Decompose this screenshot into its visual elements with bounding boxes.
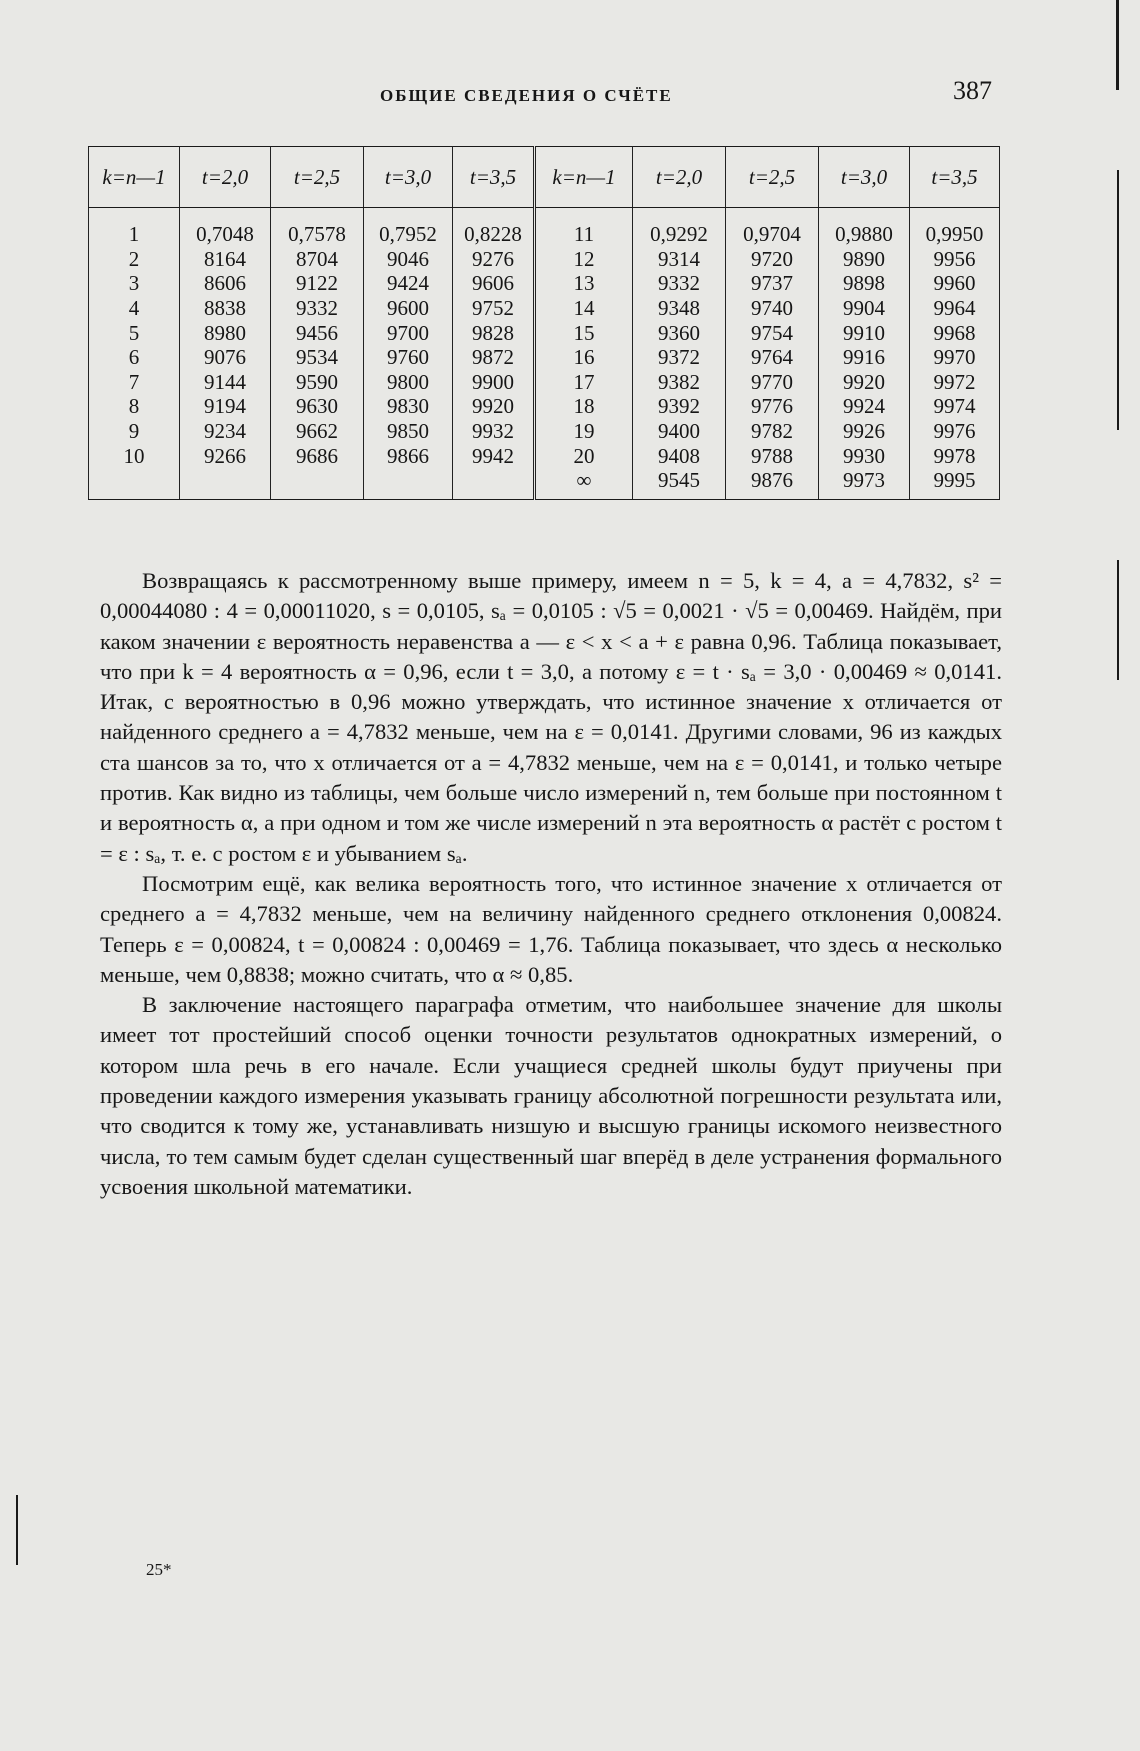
table-cell: 9995 — [910, 468, 1000, 499]
table-cell: 9776 — [726, 394, 819, 419]
table-cell: 9782 — [726, 419, 819, 444]
table-cell: 0,9950 — [910, 208, 1000, 247]
table-cell: 9332 — [633, 271, 726, 296]
scan-edge-right-lower — [1117, 170, 1119, 430]
table-cell: 9686 — [271, 443, 364, 468]
table-cell: 9828 — [453, 320, 535, 345]
table-cell: 9924 — [819, 394, 910, 419]
table-cell: 9382 — [633, 370, 726, 395]
table-cell: 0,9292 — [633, 208, 726, 247]
paragraph-3: В заключение настоящего параграфа отметим, что наибольшее значение для школы имеет тот простейший способ оценки точности результатов однократных измерений, о котором шла речь в его начале. Если учащиеся средней школы будут приучены при проведении каждого измерения указывать границу абсолютной погрешности результата или, что сводится к тому же, устанавливать низшую и высшую границы искомого неизвестного числа, то тем самым будет сделан существенный шаг вперёд в деле устранения формального усвоения школьной математики. — [100, 992, 1002, 1199]
table-cell: 9 — [89, 419, 180, 444]
table-cell: 9800 — [364, 370, 453, 395]
table-cell: 0,9880 — [819, 208, 910, 247]
table-cell: 9890 — [819, 247, 910, 272]
body-text — [100, 566, 1002, 1202]
table-cell: 8838 — [180, 296, 271, 321]
table-row — [89, 345, 1000, 370]
table-cell: 9920 — [819, 370, 910, 395]
table-cell — [271, 468, 364, 499]
table-cell: 9866 — [364, 443, 453, 468]
table-cell: 11 — [535, 208, 633, 247]
table-cell: 9700 — [364, 320, 453, 345]
col-header-t35-left: t=3,5 — [453, 147, 535, 208]
table-cell: 9314 — [633, 247, 726, 272]
table-cell — [180, 468, 271, 499]
table-cell: 8 — [89, 394, 180, 419]
table-cell: 9968 — [910, 320, 1000, 345]
table-cell: 9606 — [453, 271, 535, 296]
table-cell: 9332 — [271, 296, 364, 321]
table-cell: 9754 — [726, 320, 819, 345]
table-cell: 10 — [89, 443, 180, 468]
table-cell: 4 — [89, 296, 180, 321]
table-cell: 9590 — [271, 370, 364, 395]
table-row — [89, 370, 1000, 395]
table-cell: 9930 — [819, 443, 910, 468]
table-cell: 9973 — [819, 468, 910, 499]
col-header-t30-right: t=3,0 — [819, 147, 910, 208]
table-cell: 9122 — [271, 271, 364, 296]
scan-edge-right — [1116, 0, 1119, 90]
table-cell: 0,8228 — [453, 208, 535, 247]
table-cell: 9720 — [726, 247, 819, 272]
table-cell: 9850 — [364, 419, 453, 444]
table-cell: 9737 — [726, 271, 819, 296]
table-cell: 9904 — [819, 296, 910, 321]
table-cell: 20 — [535, 443, 633, 468]
table-cell — [364, 468, 453, 499]
table-cell: 9348 — [633, 296, 726, 321]
table-cell: 9764 — [726, 345, 819, 370]
table-cell: ∞ — [535, 468, 633, 499]
table-cell: 9740 — [726, 296, 819, 321]
col-header-t25-right: t=2,5 — [726, 147, 819, 208]
paragraph-2: Посмотрим ещё, как велика вероятность того, что истинное значение x отличается от среднего a = 4,7832 меньше, чем на величину найденного среднего отклонения 0,00824. Теперь ε = 0,00824, t = 0,00824 : 0,00469 = 1,76. Таблица показывает, что здесь α несколько меньше, чем 0,8838; можно считать, что α ≈ 0,85. — [100, 870, 1002, 987]
table-row — [89, 247, 1000, 272]
table-cell: 9788 — [726, 443, 819, 468]
table-cell: 9392 — [633, 394, 726, 419]
table-cell: 9534 — [271, 345, 364, 370]
probability-table-container — [88, 146, 1000, 500]
col-header-t35-right: t=3,5 — [910, 147, 1000, 208]
col-header-k-left: k=n—1 — [89, 147, 180, 208]
table-cell: 6 — [89, 345, 180, 370]
table-cell: 0,7952 — [364, 208, 453, 247]
table-cell: 9978 — [910, 443, 1000, 468]
table-cell: 9910 — [819, 320, 910, 345]
table-cell: 9630 — [271, 394, 364, 419]
table-cell: 5 — [89, 320, 180, 345]
running-title: ОБЩИЕ СВЕДЕНИЯ О СЧЁТЕ — [380, 86, 673, 105]
table-cell: 9830 — [364, 394, 453, 419]
table-cell: 9916 — [819, 345, 910, 370]
table-row — [89, 320, 1000, 345]
table-row — [89, 394, 1000, 419]
page-number: 387 — [953, 76, 992, 105]
paragraph-1: Возвращаясь к рассмотренному выше примеру, имеем n = 5, k = 4, a = 4,7832, s² = 0,00044080 : 4 = 0,00011020, s = 0,0105, sₐ = 0,0105 : √5 = 0,0021 · √5 = 0,00469. Найдём, при каком значении ε вероятность неравенства a — ε < x < a + ε равна 0,96. Таблица показывает, что при k = 4 вероятность α = 0,96, если t = 3,0, а потому ε = t · sₐ = 3,0 · 0,00469 ≈ 0,0141. Итак, с вероятностью в 0,96 можно утверждать, что истинное значение x отличается от найденного среднего a = 4,7832 меньше, чем на ε = 0,0141. Другими словами, 96 из каждых ста шансов за то, что x отличается от a = 4,7832 меньше, чем на ε = 0,0141, и только четыре против. Как видно из таблицы, чем больше число измерений n, тем больше при постоянном t и вероятность α, а при одном и том же числе измерений n эта вероятность α растёт с ростом t = ε : sₐ, т. е. с ростом ε и убыванием sₐ. — [100, 568, 1002, 866]
table-row — [89, 419, 1000, 444]
table-cell: 9876 — [726, 468, 819, 499]
table-cell: 9976 — [910, 419, 1000, 444]
table-header-row — [89, 147, 1000, 208]
col-header-t25-left: t=2,5 — [271, 147, 364, 208]
table-cell: 9408 — [633, 443, 726, 468]
table-cell: 7 — [89, 370, 180, 395]
table-cell: 9900 — [453, 370, 535, 395]
table-cell: 9932 — [453, 419, 535, 444]
table-cell: 9266 — [180, 443, 271, 468]
table-cell: 8606 — [180, 271, 271, 296]
table-cell: 9276 — [453, 247, 535, 272]
table-cell — [89, 468, 180, 499]
table-cell: 0,9704 — [726, 208, 819, 247]
table-cell: 0,7048 — [180, 208, 271, 247]
table-row — [89, 271, 1000, 296]
table-cell: 9360 — [633, 320, 726, 345]
table-cell: 9960 — [910, 271, 1000, 296]
table-cell: 8164 — [180, 247, 271, 272]
table-cell: 8980 — [180, 320, 271, 345]
table-row — [89, 443, 1000, 468]
table-cell: 9144 — [180, 370, 271, 395]
table-cell: 13 — [535, 271, 633, 296]
table-cell — [453, 468, 535, 499]
col-header-t30-left: t=3,0 — [364, 147, 453, 208]
signature-mark: 25* — [146, 1560, 172, 1579]
table-cell: 9545 — [633, 468, 726, 499]
table-cell: 9898 — [819, 271, 910, 296]
table-cell: 19 — [535, 419, 633, 444]
table-cell: 9046 — [364, 247, 453, 272]
table-cell: 9942 — [453, 443, 535, 468]
table-cell: 8704 — [271, 247, 364, 272]
table-row — [89, 468, 1000, 499]
scan-edge-right-mid — [1117, 560, 1119, 680]
table-cell: 9456 — [271, 320, 364, 345]
table-cell: 9662 — [271, 419, 364, 444]
table-cell: 17 — [535, 370, 633, 395]
table-cell: 9372 — [633, 345, 726, 370]
table-row — [89, 296, 1000, 321]
table-cell: 9926 — [819, 419, 910, 444]
table-cell: 9920 — [453, 394, 535, 419]
table-cell: 9424 — [364, 271, 453, 296]
table-cell: 1 — [89, 208, 180, 247]
table-cell: 9972 — [910, 370, 1000, 395]
table-cell: 2 — [89, 247, 180, 272]
table-body — [89, 208, 1000, 500]
table-row — [89, 208, 1000, 247]
table-cell: 9970 — [910, 345, 1000, 370]
table-cell: 9760 — [364, 345, 453, 370]
table-cell: 9076 — [180, 345, 271, 370]
table-cell: 9974 — [910, 394, 1000, 419]
table-cell: 9400 — [633, 419, 726, 444]
table-cell: 9964 — [910, 296, 1000, 321]
table-cell: 9872 — [453, 345, 535, 370]
table-cell: 0,7578 — [271, 208, 364, 247]
table-cell: 9956 — [910, 247, 1000, 272]
table-cell: 9234 — [180, 419, 271, 444]
table-cell: 16 — [535, 345, 633, 370]
probability-table — [88, 146, 1000, 500]
col-header-t20-left: t=2,0 — [180, 147, 271, 208]
table-cell: 9194 — [180, 394, 271, 419]
col-header-k-right: k=n—1 — [535, 147, 633, 208]
table-cell: 18 — [535, 394, 633, 419]
table-cell: 9752 — [453, 296, 535, 321]
table-cell: 3 — [89, 271, 180, 296]
table-cell: 9770 — [726, 370, 819, 395]
table-cell: 14 — [535, 296, 633, 321]
table-cell: 12 — [535, 247, 633, 272]
col-header-t20-right: t=2,0 — [633, 147, 726, 208]
table-cell: 15 — [535, 320, 633, 345]
scan-edge-left — [16, 1495, 18, 1565]
table-cell: 9600 — [364, 296, 453, 321]
